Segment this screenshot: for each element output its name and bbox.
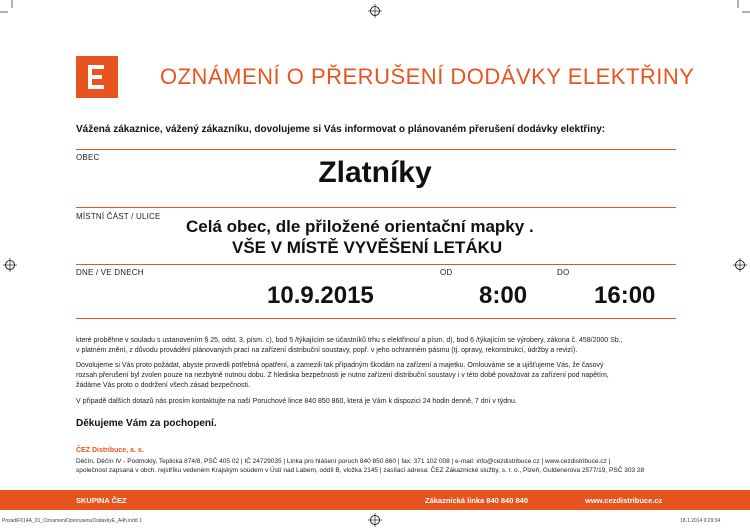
divider [76, 264, 676, 265]
page-title: OZNÁMENÍ O PŘERUŠENÍ DODÁVKY ELEKTŘINY [160, 64, 695, 89]
obec-label: OBEC [76, 153, 100, 162]
do-label: DO [557, 268, 570, 277]
crop-mark-icon [0, 0, 16, 16]
paragraph-line: Dovolujeme si Vás proto požádat, abyste provedli potřebná opatření, a zamezili tak případným škodám na zařízení a majetku. Omlouváme se a ujišťujeme Vás, že časový [76, 362, 604, 369]
company-address-line1: Děčín, Děčín IV - Podmokly, Teplická 874/8, PSČ 405 02 | IČ 24729035 | Linka pro hlášení poruch 840 850 860 | fax: 371 102 008 | e-mail: info@cezdistribuce.cz | www.cezdistribuce.cz | [76, 458, 611, 465]
crop-mark-icon [734, 0, 750, 16]
mistni-cast-label: MÍSTNÍ ČÁST / ULICE [76, 212, 161, 221]
legal-paragraph [76, 336, 676, 356]
cez-logo-icon [76, 56, 118, 98]
divider [76, 318, 676, 319]
registration-mark-icon [368, 513, 382, 527]
printer-slug-left: PozadiF014A_01_OznameniOprerusenuDodavkyE_A4h.indd 1 [2, 518, 142, 524]
registration-mark-icon [3, 258, 17, 272]
footer-bar [0, 490, 750, 510]
divider [76, 207, 676, 208]
od-label: OD [440, 268, 453, 277]
footer-group: SKUPINA ČEZ [76, 496, 127, 505]
paragraph-line: v platném znění, z důvodu provádění plánovaných prací na zařízení distribuční soustavy, popř. v jeho ochranném pásmu (tj. opravy, rekonstrukcí, údržby a revizí). [76, 347, 578, 354]
mistni-cast-line1: Celá obec, dle přiložené orientační mapky . [186, 217, 534, 236]
company-address-line2: společnost zapsaná v obch. rejstříku vedeném Krajským soudem v Ústí nad Labem, oddíl B, vložka 2145 | zasílací adresa: ČEZ Zákaznické služby, s. r. o., Plzeň, Guldenerova 2577/19, PSČ 303 28 [76, 467, 645, 474]
paragraph-line: které proběhne v souladu s ustanovením § 25, odst. 3, písm. c), bod 5 /týkajícím se účastníků trhu s elektřinou/ a písm. d), bod 6 /týkajícím se výrobery, zákona č. 458/2000 Sb., [76, 337, 623, 344]
company-name: ČEZ Distribuce, a. s. [76, 447, 144, 454]
registration-mark-icon [368, 4, 382, 18]
contact-paragraph [76, 397, 676, 407]
obec-value: Zlatníky [318, 156, 432, 189]
paragraph-line: žádáme Vás proto o dodržení všech zásad bezpečnosti. [76, 382, 250, 389]
od-value: 8:00 [479, 282, 528, 309]
greeting-text: Vážená zákaznice, vážený zákazníku, dovolujeme si Vás informovat o plánovaném přerušení dodávky elektřiny: [76, 124, 606, 135]
paragraph-line: V případě dalších dotazů nás prosím kontaktujte na naší Poruchové lince 840 850 860, která je Vám k dispozici 24 hodin denně, 7 dní v týdnu. [76, 398, 517, 405]
mistni-cast-line2: VŠE V MÍSTĚ VYVĚŠENÍ LETÁKU [232, 238, 503, 257]
do-value: 16:00 [594, 282, 656, 309]
datum-value: 10.9.2015 [267, 282, 374, 309]
printer-slug-right: 18.1.2014 9:29:34 [680, 518, 721, 524]
footer-web: www.cezdistribuce.cz [585, 496, 663, 505]
paragraph-line: rozsah přerušení byl zvolen pouze na nezbytně nutnou dobu. Z hlediska bezpečnosti je nutno zařízení distribuční soustavy i v této době považovat za zařízení pod napětím, [76, 372, 609, 379]
divider [76, 149, 676, 150]
registration-mark-icon [733, 258, 747, 272]
footer-hotline: Zákaznická linka 840 840 840 [425, 496, 528, 505]
safety-paragraph [76, 361, 676, 391]
thanks-text: Děkujeme Vám za pochopení. [76, 418, 217, 429]
datum-label: DNE / VE DNECH [76, 268, 144, 277]
